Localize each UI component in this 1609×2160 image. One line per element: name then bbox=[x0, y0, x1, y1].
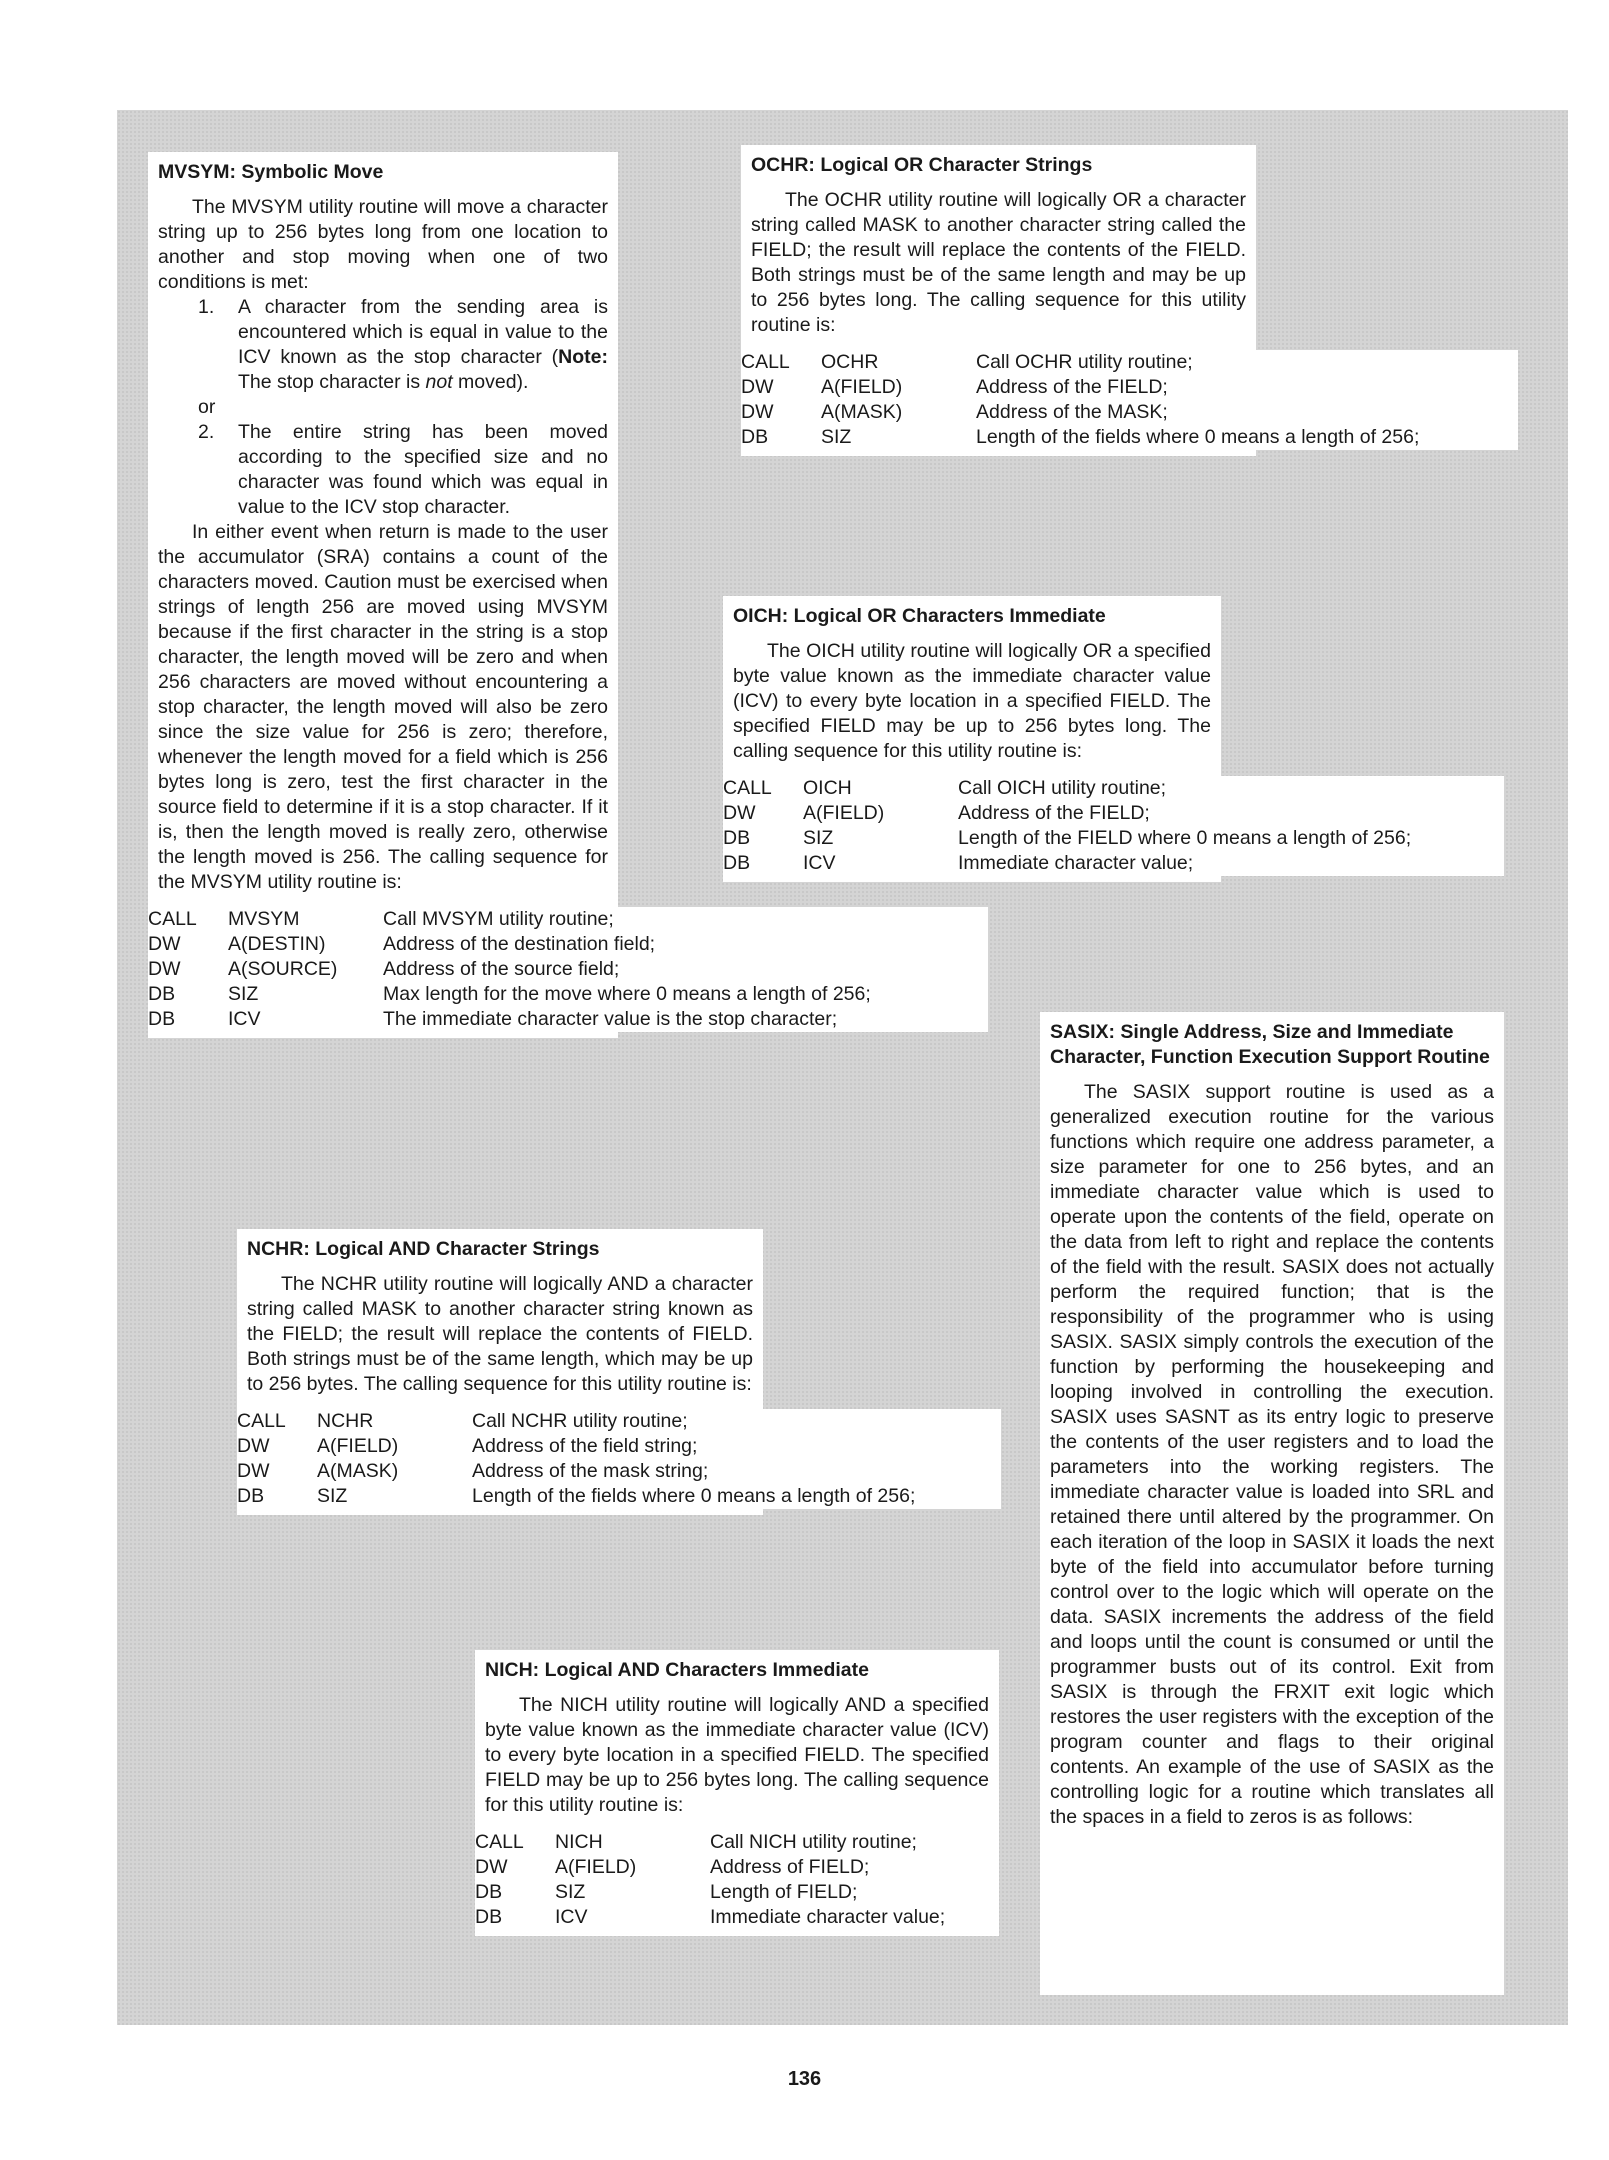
code-opcode: DW bbox=[148, 933, 181, 955]
code-comment: Address of the destination field; bbox=[383, 933, 656, 955]
code-operand: NCHR bbox=[317, 1410, 374, 1432]
text: moved). bbox=[452, 371, 529, 393]
code-opcode: DB bbox=[723, 852, 751, 874]
code-opcode: DB bbox=[475, 1881, 503, 1903]
code-line bbox=[723, 826, 1504, 851]
list-number: 2. bbox=[198, 421, 215, 443]
code-operand: A(MASK) bbox=[821, 401, 903, 423]
paragraph: The OICH utility routine will logically OR a specified byte value known as the immediate character value (ICV) to every byte location in a specified FIELD. The specified FIELD may be up to 256 bytes long. The calling sequence for this utility routine is: bbox=[733, 640, 1211, 762]
code-opcode: DW bbox=[475, 1856, 508, 1878]
code-opcode: DW bbox=[237, 1435, 270, 1457]
code-opcode: DW bbox=[741, 376, 774, 398]
code-line bbox=[148, 1007, 988, 1032]
code-line bbox=[723, 801, 1504, 826]
list-text: The entire string has been moved according to the specified size and no character was found which was equal in value to the ICV stop character. bbox=[238, 421, 608, 518]
code-operand: OICH bbox=[803, 777, 852, 799]
code-comment: Length of the fields where 0 means a length of 256; bbox=[472, 1485, 916, 1507]
code-operand: A(FIELD) bbox=[317, 1435, 399, 1457]
list-item bbox=[198, 295, 608, 395]
code-opcode: CALL bbox=[475, 1831, 524, 1853]
paragraph: The SASIX support routine is used as a generalized execution routine for the various functions which require one address parameter, a size parameter for one to 256 bytes, and an immediate character value which is used to operate upon the contents of the field, operate on the data from left to right and replace the contents of the field with the result. SASIX does not actually perform the required function; that is the responsibility of the programmer who is using SASIX. SASIX simply controls the execution of the function by performing the housekeeping and looping involved in controlling the execution. SASIX uses SASNT as its entry logic to preserve the contents of the user registers and to load the parameters into the working registers. The immediate character value is loaded into SRL and retained there until altered by the programmer. On each iteration of the loop in SASIX it loads the next byte of the field into accumulator before turning control over to the logic which will operate on the data. SASIX increments the address of the field and loops until the count is consumed or until the programmer busts out of its control. Exit from SASIX is through the FRXIT exit logic which restores the user registers with the exception of the program counter and flags to their original contents. An example of the use of SASIX as the controlling logic for a routine which translates all the spaces in a field to zeros is as follows: bbox=[1050, 1081, 1494, 1828]
code-line bbox=[237, 1459, 1001, 1484]
section-title: NCHR: Logical AND Character Strings bbox=[247, 1238, 600, 1260]
section-nchr bbox=[237, 1229, 916, 1515]
list-text bbox=[238, 295, 608, 395]
section-title: SASIX: Single Address, Size and Immediate Character, Function Execution Support Routine bbox=[1050, 1021, 1490, 1068]
code-line bbox=[148, 907, 988, 932]
code-comment: Address of the FIELD; bbox=[976, 376, 1168, 398]
paragraph: The MVSYM utility routine will move a character string up to 256 bytes long from one location to another and stop moving when one of two conditions is met: bbox=[158, 196, 608, 293]
code-comment: Immediate character value; bbox=[710, 1906, 946, 1928]
code-line bbox=[237, 1409, 1001, 1434]
code-operand: SIZ bbox=[803, 827, 834, 849]
code-line bbox=[475, 1880, 999, 1905]
code-comment: Immediate character value; bbox=[958, 852, 1194, 874]
code-comment: Address of the field string; bbox=[472, 1435, 698, 1457]
code-operand: SIZ bbox=[555, 1881, 586, 1903]
section-title: OICH: Logical OR Characters Immediate bbox=[733, 605, 1106, 627]
calling-sequence bbox=[741, 350, 1518, 450]
paragraph: The OCHR utility routine will logically OR a character string called MASK to another character string called the FIELD; the result will replace the contents of the FIELD. Both strings must be of the same length and may be up to 256 bytes long. The calling sequence for this utility routine is: bbox=[751, 189, 1246, 336]
code-operand: A(FIELD) bbox=[555, 1856, 637, 1878]
code-opcode: DW bbox=[148, 958, 181, 980]
code-operand: OCHR bbox=[821, 351, 879, 373]
code-comment: Address of the FIELD; bbox=[958, 802, 1150, 824]
code-comment: Call MVSYM utility routine; bbox=[383, 908, 614, 930]
code-line bbox=[741, 350, 1518, 375]
section-title: MVSYM: Symbolic Move bbox=[158, 161, 384, 183]
paragraph: The NICH utility routine will logically AND a specified byte value known as the immediate character value (ICV) to every byte location in a specified FIELD. The specified FIELD may be up to 256 bytes long. The calling sequence for this utility routine is: bbox=[485, 1694, 989, 1816]
code-opcode: CALL bbox=[741, 351, 790, 373]
code-operand: A(MASK) bbox=[317, 1460, 399, 1482]
code-opcode: DB bbox=[148, 1008, 176, 1030]
page-number: 136 bbox=[787, 2068, 822, 2090]
code-opcode: CALL bbox=[723, 777, 772, 799]
code-opcode: DW bbox=[723, 802, 756, 824]
code-comment: Length of the FIELD where 0 means a length of 256; bbox=[958, 827, 1412, 849]
section-oich bbox=[723, 596, 1412, 882]
code-line bbox=[148, 982, 988, 1007]
code-operand: MVSYM bbox=[228, 908, 300, 930]
emphasis: not bbox=[425, 371, 453, 393]
section-title: OCHR: Logical OR Character Strings bbox=[751, 154, 1093, 176]
code-comment: Length of FIELD; bbox=[710, 1881, 858, 1903]
calling-sequence bbox=[237, 1409, 1001, 1509]
code-line bbox=[475, 1855, 999, 1880]
note-label: Note: bbox=[558, 346, 608, 368]
code-line bbox=[741, 375, 1518, 400]
code-line bbox=[741, 425, 1518, 450]
code-opcode: CALL bbox=[237, 1410, 286, 1432]
code-opcode: DB bbox=[723, 827, 751, 849]
code-comment: Address of FIELD; bbox=[710, 1856, 870, 1878]
text: The stop character is bbox=[238, 371, 426, 393]
code-opcode: DW bbox=[741, 401, 774, 423]
code-line bbox=[237, 1434, 1001, 1459]
code-operand: A(DESTIN) bbox=[228, 933, 326, 955]
calling-sequence bbox=[475, 1830, 999, 1930]
list-number: 1. bbox=[198, 296, 215, 318]
code-opcode: CALL bbox=[148, 908, 197, 930]
code-comment: Address of the source field; bbox=[383, 958, 620, 980]
code-comment: The immediate character value is the stop character; bbox=[383, 1008, 838, 1030]
section-nich bbox=[475, 1650, 999, 1936]
code-line bbox=[723, 851, 1504, 876]
code-operand: A(FIELD) bbox=[803, 802, 885, 824]
code-opcode: DW bbox=[237, 1460, 270, 1482]
paragraph: In either event when return is made to the user the accumulator (SRA) contains a count of the characters moved. Caution must be exercised when strings of length 256 are moved using MVSYM because if the first character in the string is a stop character, the length moved will be zero and when 256 characters are moved without encountering a stop character, the length moved will also be zero since the size value for 256 is zero; therefore, whenever the length moved for a field which is 256 bytes long is zero, test the first character in the source field to determine if it is a stop character. If it is, then the length moved is really zero, otherwise the length moved is 256. The calling sequence for the MVSYM utility routine is: bbox=[158, 521, 608, 893]
code-operand: NICH bbox=[555, 1831, 603, 1853]
code-comment: Call OICH utility routine; bbox=[958, 777, 1167, 799]
code-operand: A(SOURCE) bbox=[228, 958, 338, 980]
list-item bbox=[198, 420, 608, 520]
calling-sequence bbox=[723, 776, 1504, 876]
code-operand: ICV bbox=[555, 1906, 588, 1928]
code-operand: SIZ bbox=[821, 426, 852, 448]
code-operand: SIZ bbox=[317, 1485, 348, 1507]
code-line bbox=[148, 932, 988, 957]
code-opcode: DB bbox=[237, 1485, 265, 1507]
calling-sequence bbox=[148, 907, 988, 1032]
code-opcode: DB bbox=[148, 983, 176, 1005]
code-comment: Length of the fields where 0 means a length of 256; bbox=[976, 426, 1420, 448]
code-comment: Call NICH utility routine; bbox=[710, 1831, 917, 1853]
code-operand: ICV bbox=[803, 852, 836, 874]
code-line bbox=[741, 400, 1518, 425]
section-title: NICH: Logical AND Characters Immediate bbox=[485, 1659, 869, 1681]
code-operand: ICV bbox=[228, 1008, 261, 1030]
code-line bbox=[475, 1905, 999, 1930]
code-comment: Address of the mask string; bbox=[472, 1460, 709, 1482]
section-sasix bbox=[1040, 1012, 1504, 1995]
paragraph: The NCHR utility routine will logically AND a character string called MASK to another character string known as the FIELD; the result will replace the contents of FIELD. Both strings must be of the same length, which may be up to 256 bytes. The calling sequence for this utility routine is: bbox=[247, 1273, 753, 1395]
code-comment: Address of the MASK; bbox=[976, 401, 1168, 423]
or-text: or bbox=[198, 396, 216, 418]
code-comment: Call OCHR utility routine; bbox=[976, 351, 1193, 373]
text: A character from the sending area is encountered which is equal in value to the ICV known as the stop character ( bbox=[238, 296, 608, 368]
code-line bbox=[723, 776, 1504, 801]
code-line bbox=[148, 957, 988, 982]
code-comment: Max length for the move where 0 means a length of 256; bbox=[383, 983, 871, 1005]
code-operand: SIZ bbox=[228, 983, 259, 1005]
code-line bbox=[475, 1830, 999, 1855]
code-opcode: DB bbox=[475, 1906, 503, 1928]
code-opcode: DB bbox=[741, 426, 769, 448]
code-line bbox=[237, 1484, 1001, 1509]
code-comment: Call NCHR utility routine; bbox=[472, 1410, 688, 1432]
section-ochr bbox=[741, 145, 1420, 456]
code-operand: A(FIELD) bbox=[821, 376, 903, 398]
